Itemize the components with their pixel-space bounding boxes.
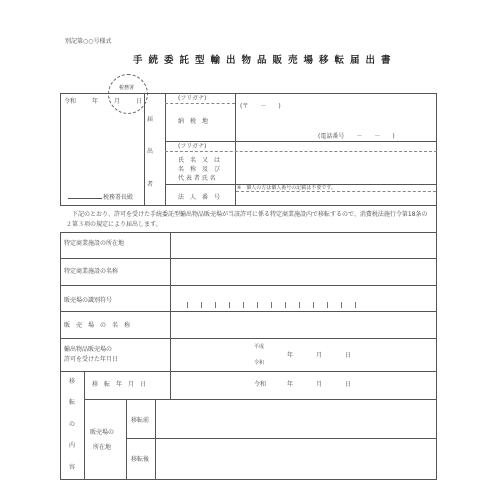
transfer-side-char-2: 転 [69, 399, 76, 406]
facility-name-input[interactable] [171, 259, 436, 285]
transfer-date-era: 令和 [254, 381, 267, 388]
store-name-input[interactable] [171, 312, 436, 338]
address-label: 納 税 地 [178, 118, 209, 125]
before-label: 移転前 [131, 417, 150, 424]
permit-date-label-1: 輸出物品販売場の [64, 346, 113, 353]
permit-era-small: 平成 [254, 344, 265, 350]
store-name-label: 販 売 場 の 名 称 [64, 322, 131, 329]
kana-label-name: (フリガナ) [178, 143, 207, 150]
postal-code: (〒 － ) [240, 103, 281, 110]
before-location-input[interactable] [156, 400, 436, 438]
permit-era: 令和 [254, 360, 265, 366]
kana-label-address: (フリガナ) [178, 95, 207, 102]
date-year: 年 [92, 98, 99, 105]
applicant-side-char-1: 届 [147, 116, 154, 123]
form-title: 手続委託型輸出物品販売場移転届出書 [133, 55, 397, 66]
permit-month: 月 [316, 352, 323, 359]
after-label: 移転後 [131, 456, 150, 463]
facility-name-label: 特定商業施設の名称 [64, 268, 119, 275]
statement-text: 下記のとおり、許可を受けた手続委託型輸出物品販売場が当該許可に係る特定商業施設内で移転するので、消費税法施行令第18条の２第３項の規定により届出します。 [66, 211, 428, 228]
address-input[interactable] [236, 110, 436, 134]
transfer-side-char-1: 移 [69, 378, 76, 385]
corp-number-note: ※ 個人の方は個人番号の記載は不要です。 [237, 185, 336, 191]
name-label-2: 名 称 及 び [178, 166, 221, 173]
name-label-3: 代 表 者 氏 名 [178, 175, 216, 182]
form-number: 別記第○○号様式 [65, 38, 112, 45]
location-label-2: 所在地 [93, 444, 112, 451]
transfer-date-year: 年 [287, 381, 294, 388]
store-id-label: 販売場の識別符号 [64, 297, 113, 304]
after-location-input[interactable] [156, 439, 436, 479]
corp-number-label: 法 人 番 号 [178, 194, 221, 201]
transfer-date-day: 日 [345, 381, 352, 388]
transfer-side-char-3: の [69, 421, 76, 428]
store-id-input[interactable] [171, 286, 436, 311]
transfer-side-char-5: 容 [69, 464, 76, 471]
date-month: 月 [114, 98, 121, 105]
date-day: 日 [136, 98, 143, 105]
facility-location-input[interactable] [171, 233, 436, 258]
phone-number: (電話番号 － － ) [318, 133, 395, 140]
transfer-date-month: 月 [316, 381, 323, 388]
permit-year: 年 [287, 352, 294, 359]
name-input[interactable] [236, 152, 436, 182]
stamp-label: 税務署 [119, 85, 135, 91]
transfer-date-label: 移 転 年 月 日 [92, 381, 147, 388]
tax-office-label: 税務署長殿 [103, 194, 134, 201]
receipt-stamp-circle [108, 74, 148, 114]
date-era: 令和 [64, 98, 77, 105]
permit-day: 日 [345, 352, 352, 359]
applicant-side-char-3: 者 [147, 181, 154, 188]
permit-date-label-2: 許可を受けた年月日 [64, 356, 119, 363]
name-label-1: 氏 名 又 は [178, 157, 221, 164]
transfer-side-char-4: 内 [69, 442, 76, 449]
location-label-1: 販売場の [90, 429, 115, 436]
applicant-side-char-2: 出 [147, 148, 154, 155]
facility-location-label: 特定商業施設の所在地 [64, 240, 125, 247]
